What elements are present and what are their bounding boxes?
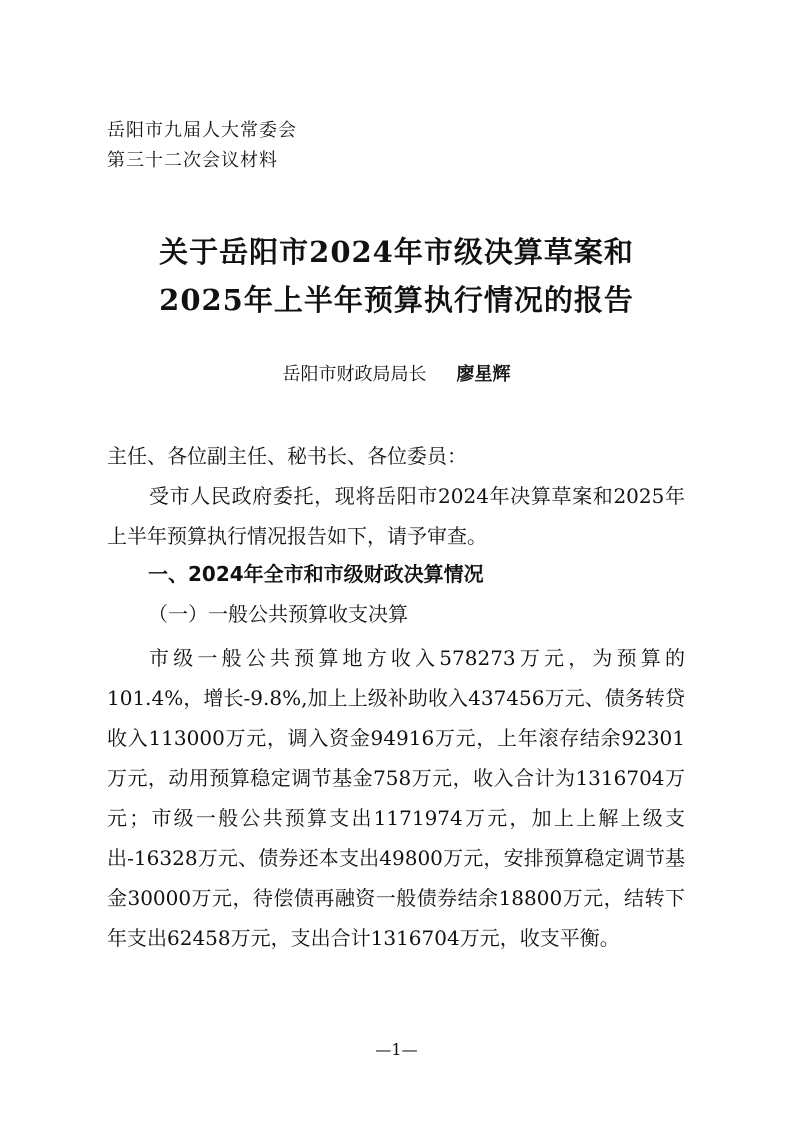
budget-paragraph: 市级一般公共预算地方收入578273万元，为预算的101.4%，增长-9.8%,加上上级补助收入437456万元、债务转贷收入113000万元，调入资金94916万元，上年滚存结余92301万元，动用预算稳定调节基金758万元，收入合计为1316704万元；市级一般公共预算支出1171974万元，加上上解上级支出-16328万元、债券还本支出49800万元，安排预算稳定调节基金30000万元，待偿债再融资一般债券结余18800万元，结转下年支出62458万元，支出合计1316704万元，收支平衡。 [107,646,685,950]
page-number: —1— [375,1040,418,1059]
intro-paragraph: 受市人民政府委托，现将岳阳市2024年决算草案和2025年上半年预算执行情况报告如下，请予审查。 [107,484,685,548]
report-title-line-2: 2025年上半年预算执行情况的报告 [159,283,634,317]
meeting-header-line-2: 第三十二次会议材料 [107,150,278,171]
report-title-line-1: 关于岳阳市2024年市级决算草案和 [159,235,634,269]
section-heading: 一、2024年全市和市级财政决算情况 [148,562,484,586]
meeting-header-line-1: 岳阳市九届人大常委会 [107,120,297,141]
subsection-heading: （一）一般公共预算收支决算 [148,602,408,626]
salutation: 主任、各位副主任、秘书长、各位委员： [107,444,467,468]
byline [0,360,793,386]
author-position: 岳阳市财政局局长 [282,364,427,385]
author-name: 廖星辉 [456,364,511,385]
